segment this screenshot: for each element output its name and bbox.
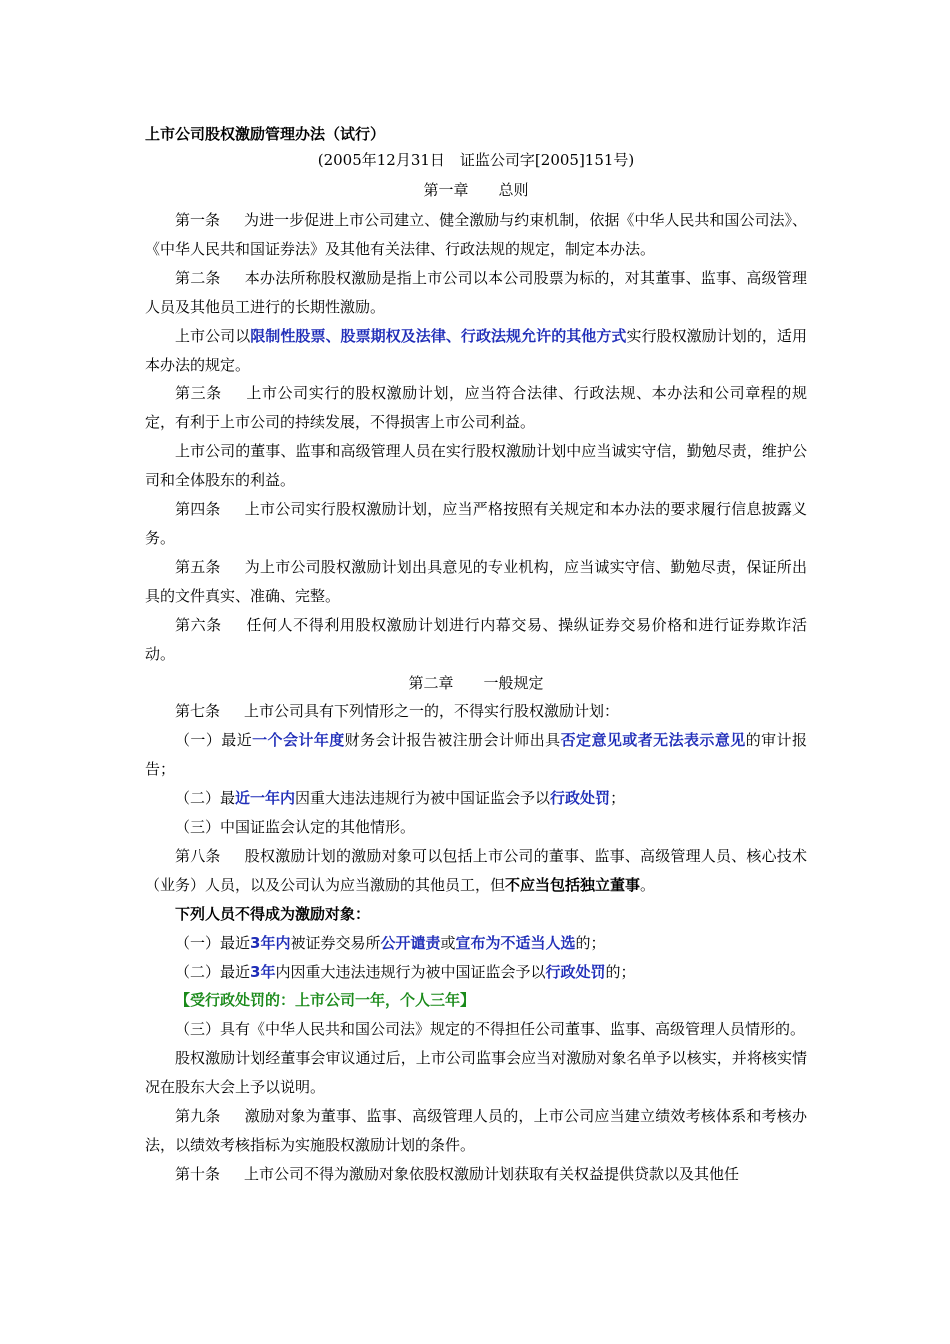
chapter-heading-2: 第二章 一般规定 bbox=[408, 673, 544, 692]
article-1: 第一条 为进一步促进上市公司建立、健全激励与约束机制，依据《中华人民共和国公司法》、《中华人民共和国证券法》及其他有关法律、行政法规的规定，制定本办法。 bbox=[145, 211, 807, 258]
document-body bbox=[145, 124, 807, 1189]
article-7-item-1: （一）最近一个会计年度财务会计报告被注册会计师出具否定意见或者无法表示意见的审计报告； bbox=[145, 731, 807, 779]
article-7-item-3: （三）中国证监会认定的其他情形。 bbox=[175, 818, 416, 837]
article-8: 第八条 股权激励计划的激励对象可以包括上市公司的董事、监事、高级管理人员、核心技术（业务）人员，以及公司认为应当激励的其他员工，但不应当包括独立董事。 bbox=[145, 846, 807, 894]
document-title: 上市公司股权激励管理办法（试行） bbox=[145, 125, 386, 143]
article-3: 第三条 上市公司实行的股权激励计划，应当符合法律、行政法规、本办法和公司章程的规定，有利于上市公司的持续发展，不得损害上市公司利益。 bbox=[145, 384, 807, 432]
article-8-note: 【受行政处罚的：上市公司一年，个人三年】 bbox=[175, 991, 476, 1010]
article-6: 第六条 任何人不得利用股权激励计划进行内幕交易、操纵证券交易价格和进行证券欺诈活动。 bbox=[145, 615, 807, 663]
chapter-heading-1: 第一章 总则 bbox=[423, 181, 529, 199]
article-8-item-3: （三）具有《中华人民共和国公司法》规定的不得担任公司董事、监事、高级管理人员情形的。 bbox=[175, 1020, 806, 1039]
article-3-paragraph-2: 上市公司的董事、监事和高级管理人员在实行股权激励计划中应当诚实守信，勤勉尽责，维护公司和全体股东的利益。 bbox=[145, 442, 807, 490]
article-8-item-2: （二）最近3年内因重大违法违规行为被中国证监会予以行政处罚的； bbox=[175, 962, 636, 981]
article-8-paragraph-3: 股权激励计划经董事会审议通过后，上市公司监事会应当对激励对象名单予以核实，并将核实情况在股东大会上予以说明。 bbox=[145, 1049, 807, 1097]
article-7-item-2: （二）最近一年内因重大违法违规行为被中国证监会予以行政处罚； bbox=[175, 789, 626, 808]
article-7: 第七条 上市公司具有下列情形之一的，不得实行股权激励计划： bbox=[175, 702, 620, 721]
article-9: 第九条 激励对象为董事、监事、高级管理人员的，上市公司应当建立绩效考核体系和考核办法，以绩效考核指标为实施股权激励计划的条件。 bbox=[145, 1107, 807, 1154]
article-10: 第十条 上市公司不得为激励对象依股权激励计划获取有关权益提供贷款以及其他任 bbox=[175, 1164, 740, 1183]
article-4: 第四条 上市公司实行股权激励计划，应当严格按照有关规定和本办法的要求履行信息披露义务。 bbox=[145, 500, 807, 547]
document-subtitle: (2005年12月31日 证监公司字[2005]151号) bbox=[317, 151, 635, 169]
article-8-heading: 下列人员不得成为激励对象： bbox=[175, 904, 371, 923]
article-8-item-1: （一）最近3年内被证券交易所公开谴责或宣布为不适当人选的； bbox=[175, 933, 606, 952]
article-2: 第二条 本办法所称股权激励是指上市公司以本公司股票为标的，对其董事、监事、高级管理人员及其他员工进行的长期性激励。 bbox=[145, 268, 807, 316]
article-2-paragraph-2: 上市公司以限制性股票、股票期权及法律、行政法规允许的其他方式实行股权激励计划的，适用本办法的规定。 bbox=[145, 326, 807, 374]
article-5: 第五条 为上市公司股权激励计划出具意见的专业机构，应当诚实守信、勤勉尽责，保证所出具的文件真实、准确、完整。 bbox=[145, 557, 807, 605]
